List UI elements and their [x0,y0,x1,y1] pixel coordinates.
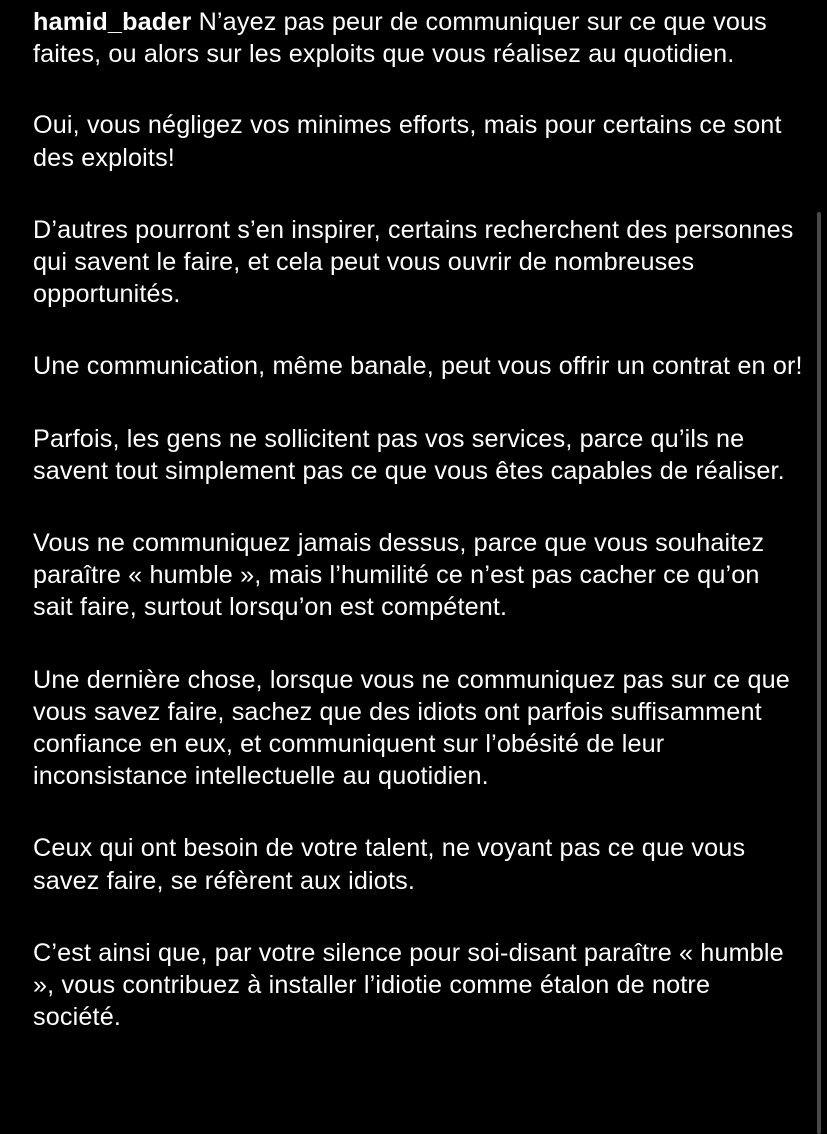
caption-paragraph: D’autres pourront s’en inspirer, certains recherchent des personnes qui savent le faire, et cela peut vous ouvrir de nombreuses opportunités. [33,215,794,309]
caption-paragraph: Ceux qui ont besoin de votre talent, ne voyant pas ce que vous savez faire, se réfèrent aux idiots. [33,834,746,895]
caption-paragraph: Oui, vous négligez vos minimes efforts, mais pour certains ce sont des exploits! [33,111,782,172]
scrollbar-thumb[interactable] [817,212,821,1134]
caption-paragraph: Une communication, même banale, peut vous offrir un contrat en or! [33,352,803,381]
username-link[interactable]: hamid_bader [33,8,192,36]
caption-first-text: N’ayez pas peur de communiquer sur ce que vous faites, ou alors sur les exploits que vous réalisez au quotidien. [33,8,767,69]
caption-paragraph: C’est ainsi que, par votre silence pour soi-disant paraître « humble », vous contribuez à installer l’idiotie comme étalon de notre société. [33,938,784,1032]
caption-paragraph: Une dernière chose, lorsque vous ne communiquez pas sur ce que vous savez faire, sachez que des idiots ont parfois suffisamment confiance en eux, et communiquent sur l’obésité de leur inconsistance intellectuelle au quotidien. [33,665,790,791]
caption-paragraph: Parfois, les gens ne sollicitent pas vos services, parce qu’ils ne savent tout simplement pas ce que vous êtes capables de réaliser. [33,424,785,485]
post-caption [33,6,803,1073]
caption-paragraph: Vous ne communiquez jamais dessus, parce que vous souhaitez paraître « humble », mais l’humilité ce n’est pas cacher ce qu’on sait faire, surtout lorsqu’on est compétent. [33,529,765,622]
caption-paragraph [33,6,803,70]
